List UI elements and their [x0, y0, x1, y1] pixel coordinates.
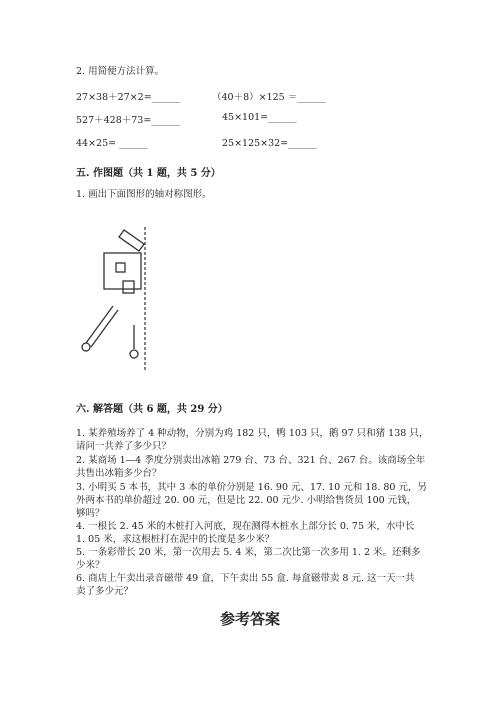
question-line-3: 2. 某商场 1—4 季度分别卖出冰箱 279 台、73 台、321 台、267 台。该商场全年	[76, 455, 426, 466]
left-arm-line-1	[86, 306, 113, 343]
section5-heading: 五. 作图题（共 1 题，共 5 分）	[76, 168, 221, 179]
question-line-13: 卖了多少元？	[76, 586, 134, 597]
question-line-11: 少米？	[76, 560, 105, 571]
question-line-5: 3. 小明买 5 本书，其中 3 本的单价分别是 16. 90 元、17. 10 元和 18. 80 元，另	[76, 482, 427, 493]
question-line-2: 请问一共养了多少只？	[76, 441, 172, 452]
left-arm-line-2	[91, 310, 118, 347]
foot-circle	[130, 350, 138, 358]
neck-square	[123, 281, 134, 293]
question-line-1: 1. 某养殖场养了 4 种动物，分别为鸡 182 只，鸭 103 只，鹅 97 只和猪 138 只，	[76, 428, 429, 439]
question-line-9: 1. 05 米，求这根桩打在泥中的长度是多少米？	[76, 534, 275, 545]
tilted-bar-top	[119, 230, 144, 251]
eye-square	[116, 263, 125, 272]
problem-4: 45×101=______	[222, 112, 297, 123]
question-line-6: 外两本书的单价超过 20. 00 元，但是比 22. 00 元少. 小明给售货员 100 元钱，	[76, 495, 417, 506]
problem-1: 27×38＋27×2=______	[76, 92, 181, 103]
problem-5: 44×25= ______	[76, 138, 148, 149]
section2-heading: 2. 用简便方法计算。	[76, 66, 165, 77]
section5-instruction: 1. 画出下面图形的轴对称图形。	[76, 189, 212, 200]
question-line-10: 5. 一条彩带长 20 米，第一次用去 5. 4 米，第二次比第一次多用 1. 2 米。还剩多	[76, 547, 421, 558]
left-hand-circle	[82, 343, 90, 351]
problem-6: 25×125×32=______	[222, 138, 317, 149]
symmetry-figure	[70, 222, 160, 372]
section6-heading: 六. 解答题（共 6 题，共 29 分）	[76, 404, 228, 415]
problem-3: 527＋428＋73=______	[76, 115, 180, 126]
question-line-4: 共售出冰箱多少台？	[76, 468, 162, 479]
problem-2: （40＋8）×125 ＝______	[212, 92, 326, 103]
question-line-7: 够吗？	[76, 508, 105, 519]
question-line-8: 4. 一根长 2. 45 米的木桩打入河底，现在测得木桩水上部分长 0. 75 米，水中长	[76, 521, 415, 532]
answers-title: 参考答案	[219, 610, 280, 628]
question-line-12: 6. 商店上午卖出录音磁带 49 盒，下午卖出 55 盒. 每盒磁带卖 8 元. 这一天一共	[76, 573, 415, 584]
